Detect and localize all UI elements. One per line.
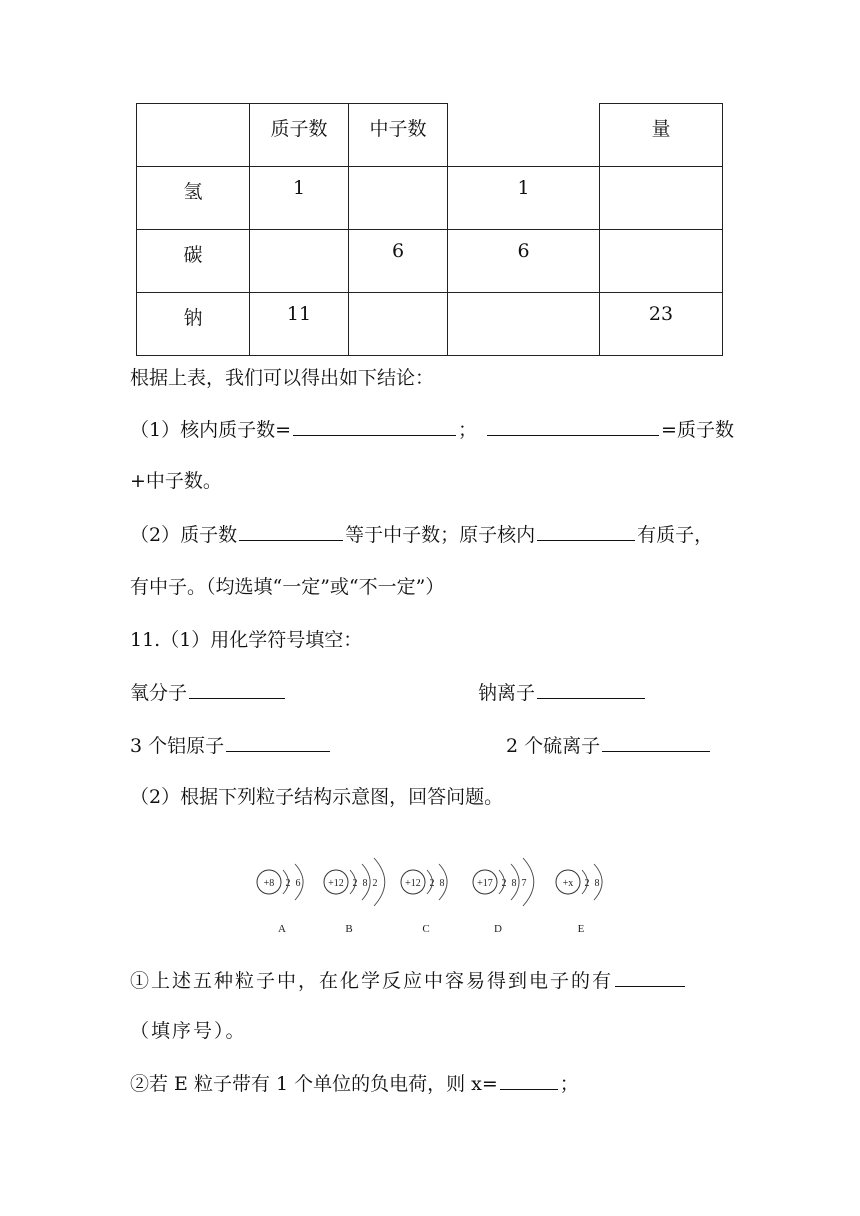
question-circle-1: [130, 966, 687, 995]
question-11-title: 11.（1）用化学符号填空：: [130, 629, 363, 651]
header-cell: 中子数: [349, 104, 448, 167]
particle-diagram: [556, 864, 602, 935]
conclusion-1-cont: +中子数。: [130, 470, 222, 492]
shell-electron-count: 8: [594, 878, 600, 889]
header-cell: 质子数: [250, 104, 349, 167]
diagram-label: B: [345, 923, 353, 935]
particle-diagram: [324, 858, 385, 935]
question-circle-1-cont: （填序号）。: [130, 1020, 247, 1042]
table-cell: 1: [250, 167, 349, 230]
shell-electron-count: 8: [439, 878, 445, 889]
particle-diagram: [401, 864, 447, 935]
c2-text-c: 有质子，: [637, 524, 714, 546]
nucleus-charge: +12: [328, 878, 344, 889]
question-11-part2: （2）根据下列粒子结构示意图，回答问题。: [130, 786, 504, 808]
shell-electron-count: 2: [285, 878, 291, 889]
shell-electron-count: 2: [584, 878, 590, 889]
prompt-label: 钠离子: [478, 682, 536, 704]
table-cell: 6: [349, 230, 448, 293]
conclusion-intro: 根据上表，我们可以得出如下结论：: [130, 367, 435, 389]
c1-text-a: （1）核内质子数=: [130, 419, 292, 441]
particle-diagram: [473, 858, 534, 935]
shell-electron-count: 2: [501, 878, 507, 889]
prompt-text: ②若 E 粒子带有 1 个单位的负电荷，则 x=: [130, 1073, 498, 1095]
c2-text-b: 等于中子数；原子核内: [345, 524, 536, 546]
shell-electron-count: 8: [511, 878, 517, 889]
element-name: 氢: [137, 167, 250, 230]
table-cell: 23: [600, 293, 723, 356]
prompt-label: 2 个硫离子: [506, 735, 601, 757]
question-circle-2: [130, 1069, 579, 1098]
shell-electron-count: 2: [429, 878, 435, 889]
nucleus-charge: +x: [562, 878, 574, 889]
shell-electron-count: 8: [362, 878, 368, 889]
prompt-label: 氧分子: [130, 682, 188, 704]
c2-text-a: （2）质子数: [130, 524, 238, 546]
particle-diagram: [257, 864, 303, 935]
c1-text-c: =质子数: [661, 419, 734, 441]
shell-electron-count: 2: [372, 878, 378, 889]
shell-electron-count: 2: [352, 878, 358, 889]
diagram-label: A: [278, 923, 286, 935]
table-cell: 1: [448, 167, 600, 230]
diagram-label: D: [494, 923, 502, 935]
nucleus-charge: +8: [263, 878, 275, 889]
prompt-label: 3 个铝原子: [130, 735, 225, 757]
table-cell: 6: [448, 230, 600, 293]
prompt-text: ；: [559, 1073, 579, 1095]
nucleus-charge: +17: [477, 878, 493, 889]
element-name: 钠: [137, 293, 250, 356]
c1-text-b: ；: [458, 419, 478, 441]
diagram-label: E: [577, 923, 585, 935]
answer-blank[interactable]: [615, 966, 685, 987]
answer-blank[interactable]: [500, 1069, 558, 1090]
diagram-label: C: [422, 923, 430, 935]
header-cell: 量: [600, 104, 723, 167]
shell-electron-count: 7: [521, 878, 527, 889]
prompt-text: ①上述五种粒子中，在化学反应中容易得到电子的有: [130, 970, 614, 992]
element-name: 碳: [137, 230, 250, 293]
table-cell: 11: [250, 293, 349, 356]
shell-electron-count: 6: [295, 878, 301, 889]
conclusion-2-cont: 有中子。（均选填“一定”或“不一定”）: [130, 576, 445, 598]
nucleus-charge: +12: [405, 878, 421, 889]
